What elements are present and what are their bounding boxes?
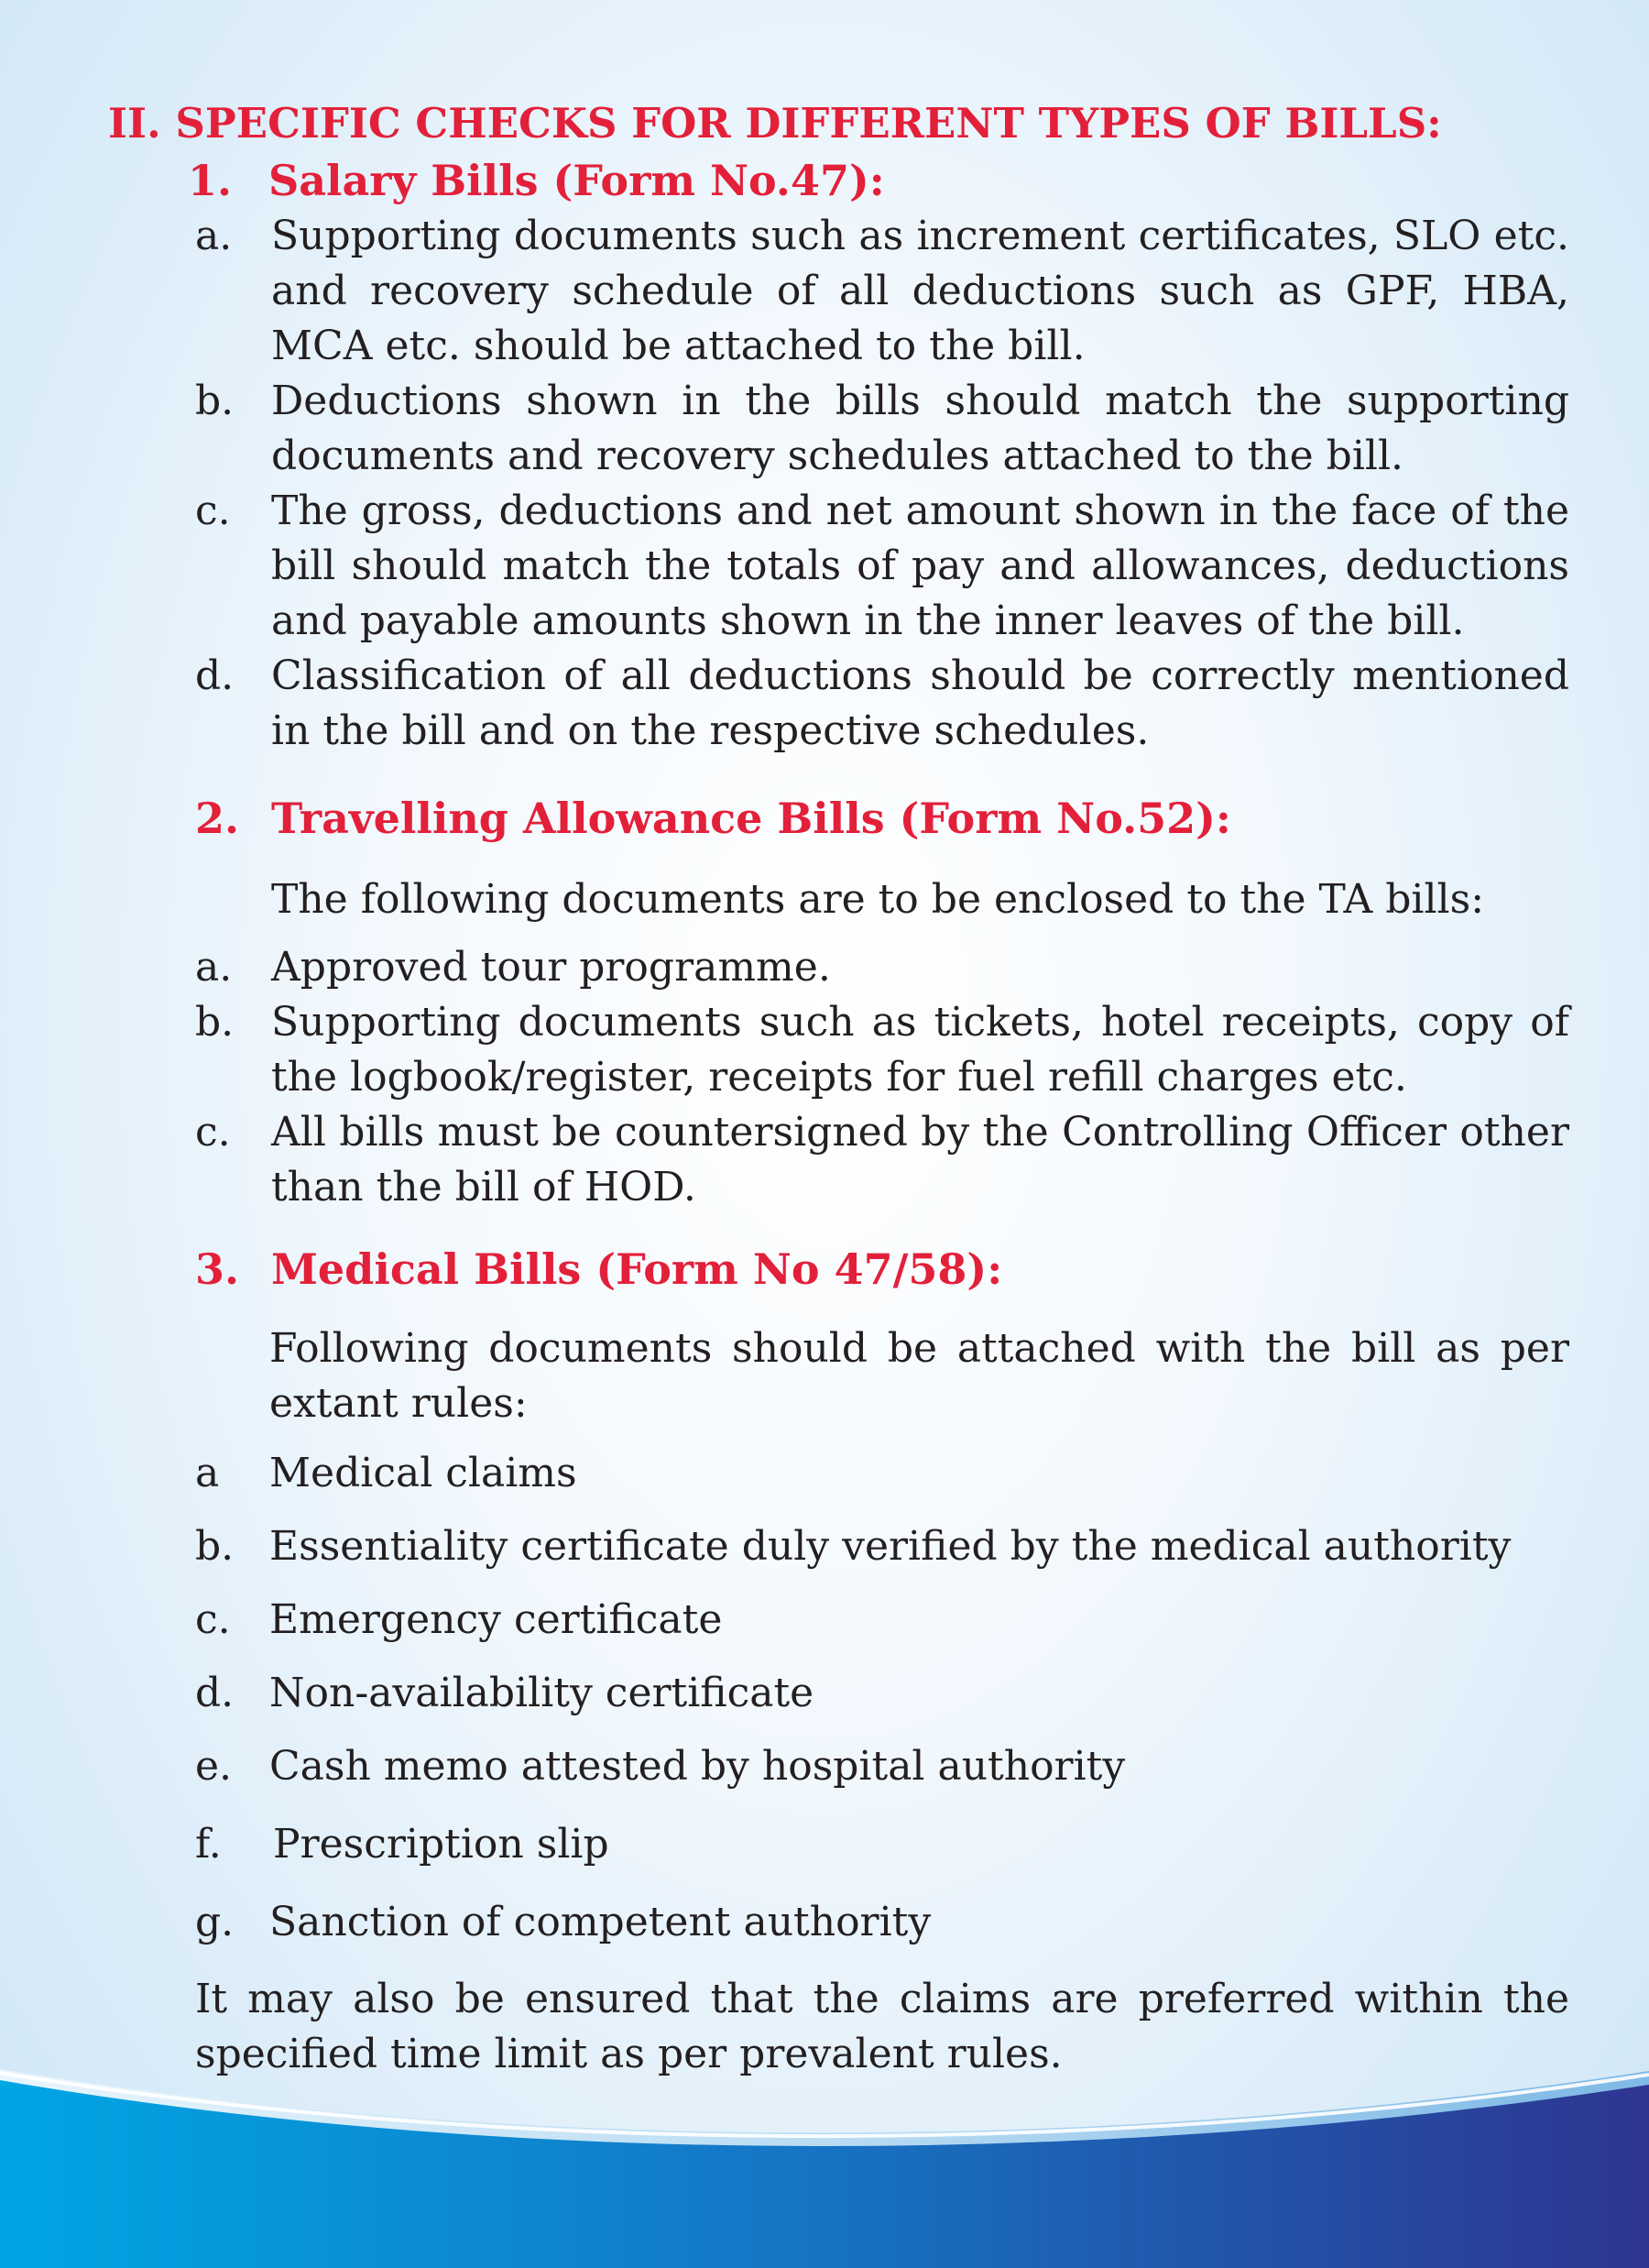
list-marker: c.: [195, 488, 231, 534]
list-marker: f.: [195, 1821, 222, 1868]
list-item-text: Essentiality certificate duly verified by the medical authority: [269, 1523, 1512, 1570]
list-marker: c.: [195, 1109, 231, 1156]
section-3-title: Medical Bills (Form No 47/58):: [271, 1244, 1003, 1294]
list-marker: b.: [195, 1523, 235, 1570]
list-item-text: The gross, deductions and net amount shown in the face of the bill should match the totals of pay and allowances, deductions and payable amounts shown in the inner leaves of the bill.: [271, 488, 1569, 644]
list-item-text: Prescription slip: [273, 1821, 609, 1868]
footer-wave-decoration: [0, 2034, 1649, 2268]
section-3-number: 3.: [195, 1244, 240, 1294]
list-marker: d.: [195, 1670, 235, 1716]
list-item-text: Deductions shown in the bills should match the supporting documents and recovery schedules attached to the bill.: [271, 378, 1569, 479]
list-item-text: Non-availability certificate: [269, 1670, 814, 1716]
list-marker: c.: [195, 1596, 231, 1643]
list-marker: d.: [195, 652, 235, 699]
list-item-text: Supporting documents such as increment certificates, SLO etc. and recovery schedule of all deductions such as GPF, HBA, MCA etc. should be attached to the bill.: [271, 213, 1569, 369]
list-item-text: All bills must be countersigned by the Controlling Officer other than the bill of HOD.: [271, 1109, 1569, 1211]
list-marker: a.: [195, 944, 233, 991]
section-3-intro: Following documents should be attached with the bill as per extant rules:: [269, 1325, 1569, 1427]
list-item-text: Medical claims: [269, 1450, 577, 1496]
list-marker: g.: [195, 1899, 235, 1945]
list-item-text: Cash memo attested by hospital authority: [269, 1743, 1126, 1790]
list-item-text: Approved tour programme.: [271, 944, 831, 991]
list-marker: e.: [195, 1743, 233, 1790]
closing-note: It may also be ensured that the claims are preferred within the specified time limit as per prevalent rules.: [195, 1976, 1569, 2077]
list-marker: a: [195, 1450, 220, 1496]
list-item-text: Emergency certificate: [269, 1596, 723, 1643]
list-marker: b.: [195, 999, 235, 1046]
list-item-text: Supporting documents such as tickets, hotel receipts, copy of the logbook/register, receipts for fuel refill charges etc.: [271, 999, 1569, 1101]
main-heading: II. SPECIFIC CHECKS FOR DIFFERENT TYPES OF BILLS:: [108, 99, 1442, 148]
list-marker: a.: [195, 213, 233, 259]
section-2-number: 2.: [195, 794, 240, 843]
list-item-text: Sanction of competent authority: [269, 1899, 932, 1945]
section-2-title: Travelling Allowance Bills (Form No.52):: [271, 794, 1231, 843]
list-marker: b.: [195, 378, 235, 424]
list-item-text: Classification of all deductions should be correctly mentioned in the bill and on the respective schedules.: [271, 652, 1569, 754]
section-1-number: 1.: [188, 156, 233, 205]
section-1-title: Salary Bills (Form No.47):: [268, 156, 885, 205]
section-2-intro: The following documents are to be enclosed to the TA bills:: [271, 876, 1485, 923]
